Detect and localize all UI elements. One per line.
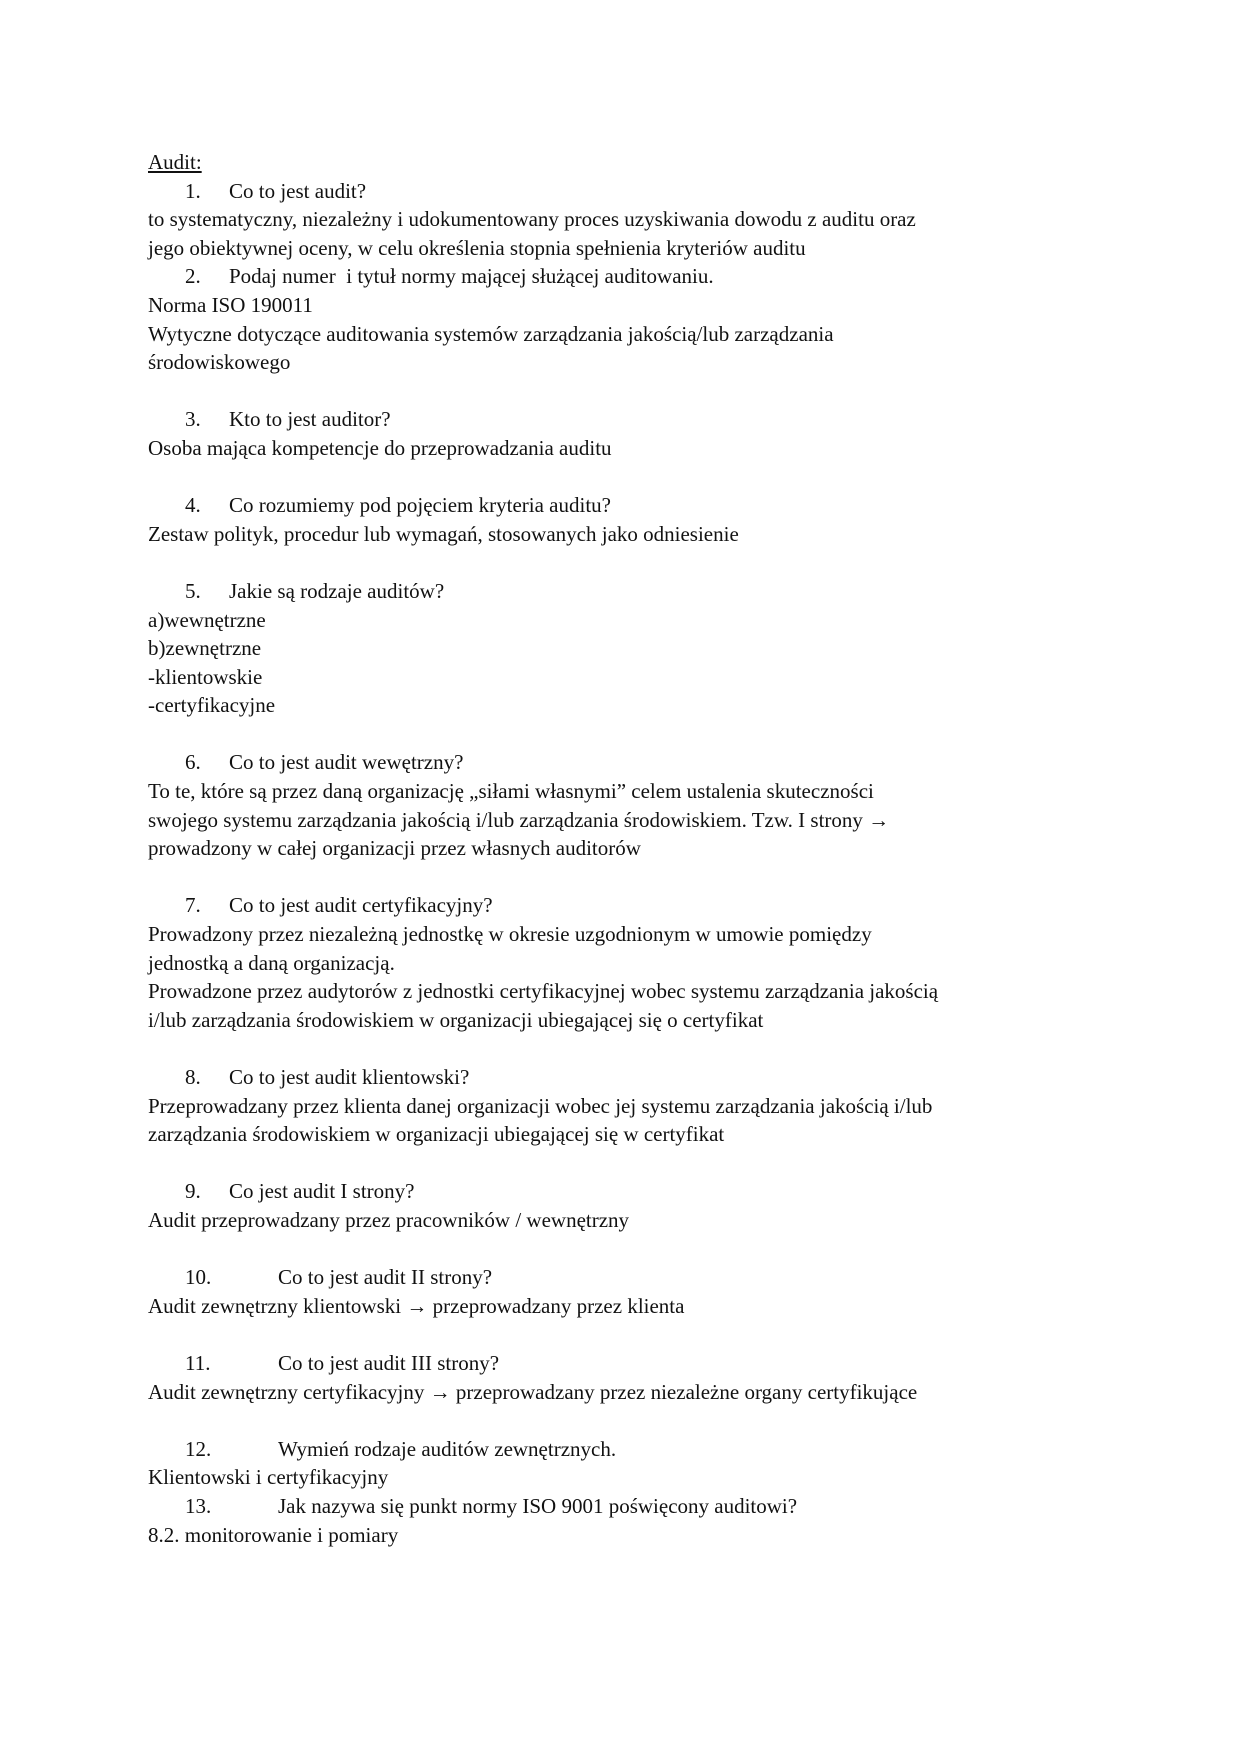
document-page (148, 148, 1108, 1549)
question-text: Kto to jest auditor? (229, 407, 391, 432)
answer-line: Przeprowadzany przez klienta danej organizacji wobec jej systemu zarządzania jakością i/lub (148, 1093, 933, 1118)
question-text: Co to jest audit? (229, 178, 367, 203)
question-number: 9. (185, 1179, 201, 1204)
question-line (148, 891, 1108, 920)
question-text: Co jest audit I strony? (229, 1179, 415, 1204)
question-number: 11. (185, 1350, 211, 1375)
question-line (148, 1177, 1108, 1206)
answer-line: Zestaw polityk, procedur lub wymagań, stosowanych jako odniesienie (148, 521, 739, 546)
question-number: 10. (185, 1265, 212, 1290)
question-item (148, 405, 1108, 491)
blank-line (148, 1034, 1108, 1063)
answer-line: swojego systemu zarządzania jakością i/lub zarządzania środowiskiem. Tzw. I strony → (148, 807, 890, 832)
question-text: Co to jest audit wewętrzny? (229, 750, 464, 775)
answer-line: środowiskowego (148, 350, 291, 375)
question-number: 4. (185, 493, 201, 518)
question-item (148, 1063, 1108, 1177)
blank-line (148, 548, 1108, 577)
question-line (148, 405, 1108, 434)
question-line (148, 177, 1108, 206)
question-text: Jak nazywa się punkt normy ISO 9001 poświęcony auditowi? (278, 1493, 798, 1518)
question-line (148, 577, 1108, 606)
answer-line: Osoba mająca kompetencje do przeprowadzania auditu (148, 435, 612, 460)
question-number: 5. (185, 578, 201, 603)
question-number: 3. (185, 407, 201, 432)
answer-line: Prowadzony przez niezależną jednostkę w okresie uzgodnionym w umowie pomiędzy (148, 922, 872, 947)
question-text: Co to jest audit II strony? (278, 1265, 493, 1290)
question-line (148, 1492, 1108, 1521)
question-item (148, 1177, 1108, 1263)
question-item (148, 577, 1108, 749)
question-line (148, 1349, 1108, 1378)
question-item (148, 1263, 1108, 1349)
question-text: Co to jest audit certyfikacyjny? (229, 893, 493, 918)
question-item (148, 491, 1108, 577)
answer-line: Audit zewnętrzny certyfikacyjny → przeprowadzany przez niezależne organy certyfikujące (148, 1379, 918, 1404)
question-list (148, 177, 1108, 1550)
question-text: Podaj numer i tytuł normy mającej służącej auditowaniu. (229, 264, 714, 289)
question-item (148, 891, 1108, 1063)
question-line (148, 1263, 1108, 1292)
answer-line: to systematyczny, niezależny i udokumentowany proces uzyskiwania dowodu z auditu oraz (148, 207, 916, 232)
answer-line: Audit przeprowadzany przez pracowników / wewnętrzny (148, 1207, 630, 1232)
blank-line (148, 1406, 1108, 1435)
question-line (148, 1063, 1108, 1092)
answer-line: zarządzania środowiskiem w organizacji ubiegającej się w certyfikat (148, 1122, 725, 1147)
answer-line: 8.2. monitorowanie i pomiary (148, 1522, 399, 1547)
question-item (148, 1492, 1108, 1549)
blank-line (148, 463, 1108, 492)
question-line (148, 262, 1108, 291)
question-line (148, 1435, 1108, 1464)
question-text: Wymień rodzaje auditów zewnętrznych. (278, 1436, 617, 1461)
question-text: Jakie są rodzaje auditów? (229, 578, 445, 603)
question-item (148, 748, 1108, 891)
question-item (148, 1435, 1108, 1492)
question-line (148, 748, 1108, 777)
blank-line (148, 720, 1108, 749)
answer-line: Wytyczne dotyczące auditowania systemów zarządzania jakością/lub zarządzania (148, 321, 834, 346)
answer-line: prowadzony w całej organizacji przez własnych auditorów (148, 836, 641, 861)
question-number: 8. (185, 1065, 201, 1089)
question-text: Co to jest audit III strony? (278, 1350, 500, 1375)
question-number: 1. (185, 178, 201, 203)
answer-line: b)zewnętrzne (148, 636, 262, 661)
question-number: 6. (185, 750, 201, 775)
question-item (148, 262, 1108, 405)
answer-line: Klientowski i certyfikacyjny (148, 1465, 389, 1490)
question-number: 7. (185, 893, 201, 918)
answer-line: jego obiektywnej oceny, w celu określenia stopnia spełnienia kryteriów auditu (148, 235, 806, 260)
blank-line (148, 377, 1108, 406)
answer-line: -klientowskie (148, 664, 263, 689)
answer-line: a)wewnętrzne (148, 607, 266, 632)
answer-line: -certyfikacyjne (148, 693, 276, 718)
answer-line: i/lub zarządzania środowiskiem w organizacji ubiegającej się o certyfikat (148, 1007, 764, 1032)
blank-line (148, 863, 1108, 892)
answer-line: To te, które są przez daną organizację „siłami własnymi” celem ustalenia skuteczności (148, 779, 874, 804)
blank-line (148, 1235, 1108, 1264)
question-line (148, 491, 1108, 520)
question-text: Co rozumiemy pod pojęciem kryteria auditu? (229, 493, 611, 518)
document-title: Audit: (148, 150, 202, 174)
question-item (148, 1349, 1108, 1435)
answer-line: Prowadzone przez audytorów z jednostki certyfikacyjnej wobec systemu zarządzania jakością (148, 979, 939, 1004)
blank-line (148, 1149, 1108, 1178)
blank-line (148, 1320, 1108, 1349)
question-number: 12. (185, 1436, 212, 1461)
question-text: Co to jest audit klientowski? (229, 1065, 470, 1089)
question-number: 13. (185, 1493, 212, 1518)
answer-line: Audit zewnętrzny klientowski → przeprowadzany przez klienta (148, 1293, 685, 1318)
answer-line: jednostką a daną organizacją. (148, 950, 395, 975)
answer-line: Norma ISO 190011 (148, 292, 313, 317)
question-item (148, 177, 1108, 263)
question-number: 2. (185, 264, 201, 289)
